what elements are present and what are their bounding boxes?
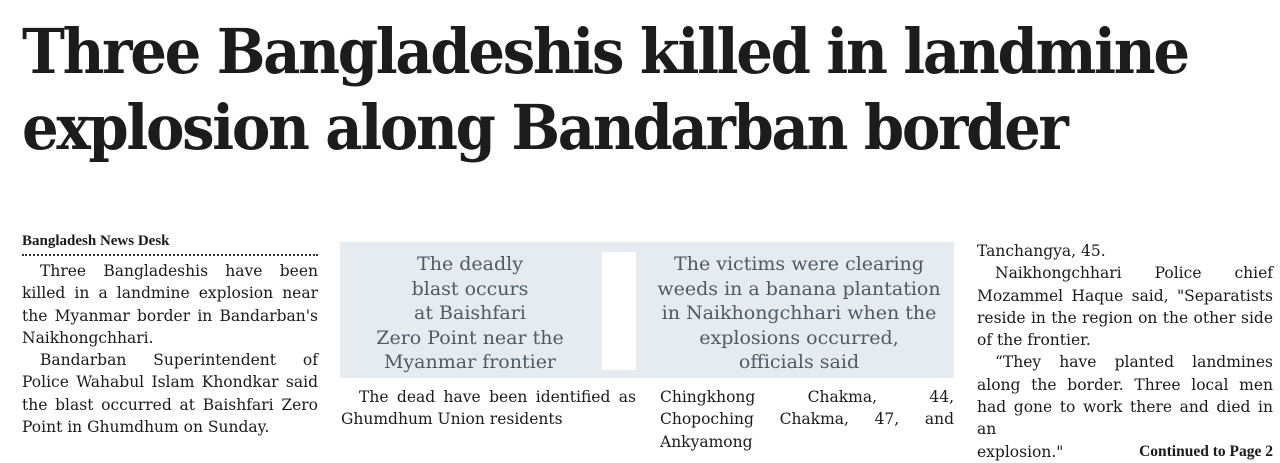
headline-line-2: explosion along Bandarban border (22, 91, 1067, 164)
pull-quote-box (340, 242, 954, 378)
article-column-3 (660, 386, 954, 453)
article-column-4 (977, 240, 1273, 463)
headline-line-1: Three Bangladeshis killed in landmine (22, 15, 1188, 88)
paragraph: Bandarban Superintendent of Police Wahabul Islam Khondkar said the blast occurred at Baishfari Zero Point in Ghumdhum on Sunday. (22, 351, 318, 437)
pull-quote-line: officials said (738, 351, 860, 373)
pull-quote-line: Zero Point near the (376, 326, 564, 349)
pull-quote-line: The deadly (417, 253, 523, 275)
pull-quote-line: Myanmar frontier (383, 351, 557, 373)
paragraph-end: explosion." (977, 442, 1064, 461)
paragraph-last-line (977, 441, 1273, 463)
pull-quote-divider (602, 252, 636, 370)
pull-quote-right (654, 252, 944, 375)
pull-quote-line: blast occurs (411, 277, 529, 300)
byline: Bangladesh News Desk (22, 232, 318, 256)
paragraph: Three Bangladeshis have been killed in a landmine explosion near the Myanmar border in Bandarban's Naikhongchhari. (22, 262, 318, 347)
continued-link[interactable]: Continued to Page 2 (1139, 442, 1273, 460)
pull-quote-line: explosions occurred, (699, 326, 899, 349)
article-column-1 (22, 232, 318, 438)
pull-quote-left (354, 252, 586, 375)
headline (22, 14, 1188, 166)
paragraph: Naikhongchhari Police chief Mozammel Haque said, "Separatists reside in the region on the other side of the frontier. (977, 264, 1273, 350)
pull-quote-line: weeds in a banana plantation (657, 277, 941, 300)
paragraph: Tanchangya, 45. (977, 242, 1106, 260)
article-column-2 (341, 386, 636, 431)
paragraph: Chingkhong Chakma, 44, Chopoching Chakma, 47, and Ankyamong (660, 388, 954, 451)
paragraph: The dead have been identified as Ghumdhum Union residents (341, 388, 636, 429)
pull-quote-line: at Baishfari (414, 302, 526, 324)
pull-quote-line: The victims were clearing (674, 253, 924, 275)
paragraph: “They have planted landmines along the border. Three local men had gone to work there and died in an (977, 353, 1273, 439)
pull-quote-line: in Naikhongchhari when the (661, 302, 937, 324)
